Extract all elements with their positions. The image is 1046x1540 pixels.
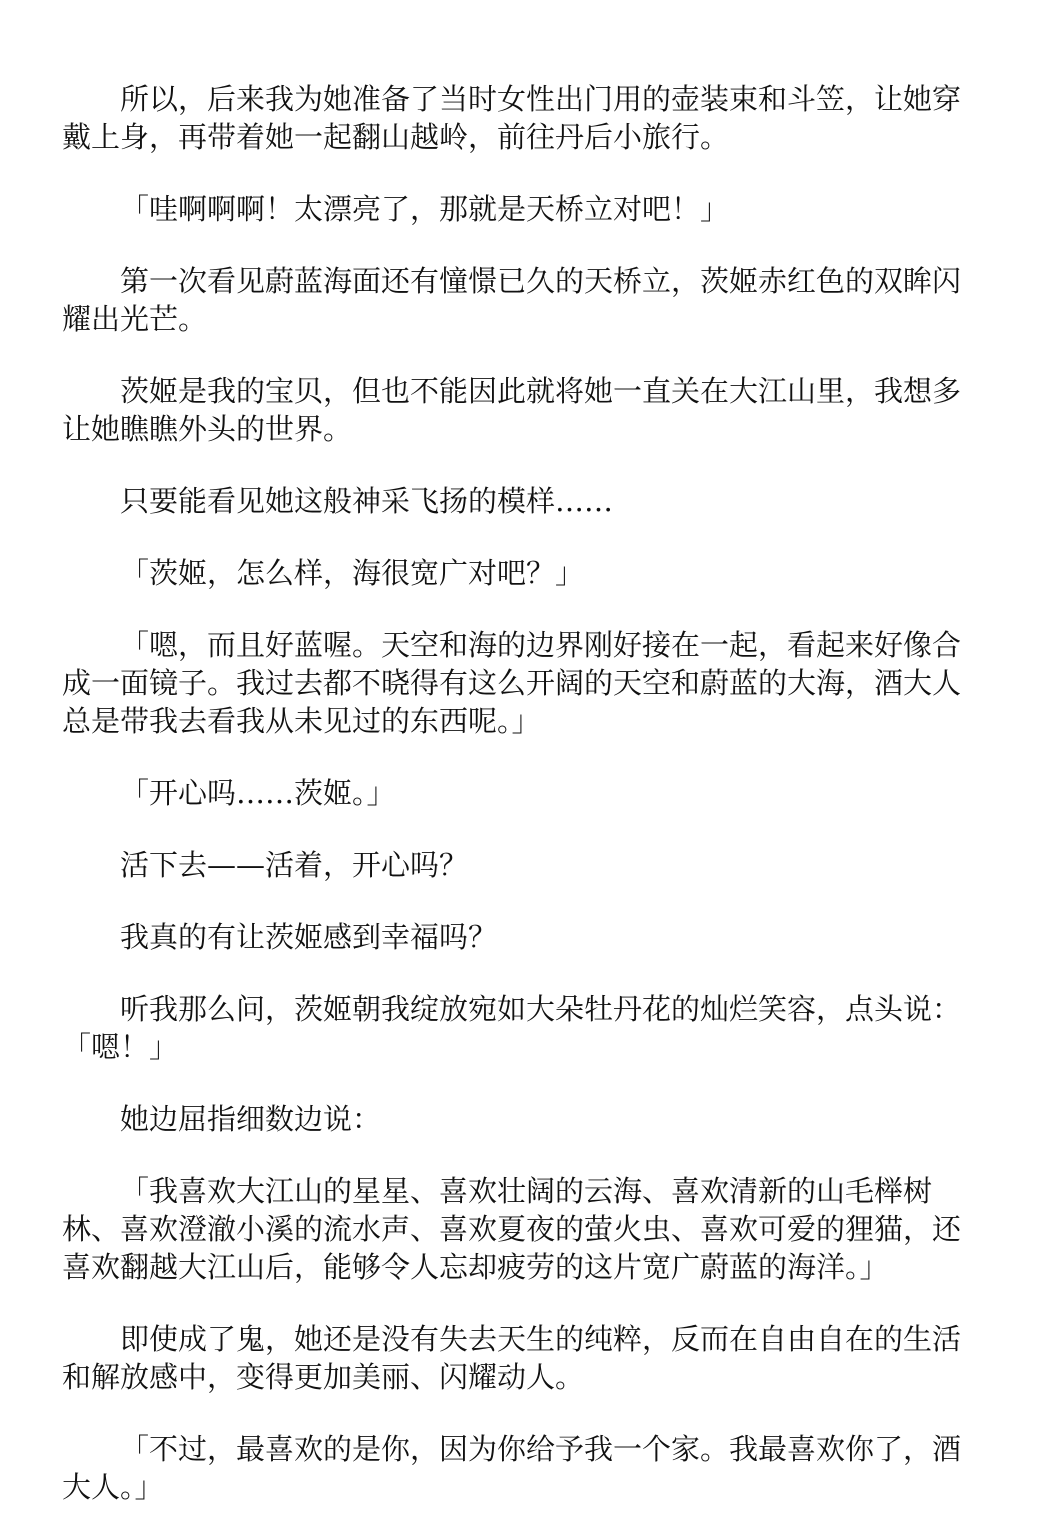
paragraph: 茨姬是我的宝贝，但也不能因此就将她一直关在大江山里，我想多让她瞧瞧外头的世界。 xyxy=(62,374,962,446)
paragraph: 所以，后来我为她准备了当时女性出门用的壶装束和斗笠，让她穿戴上身，再带着她一起翻山越岭，前往丹后小旅行。 xyxy=(62,82,962,154)
paragraph: 「茨姬，怎么样，海很宽广对吧？」 xyxy=(120,556,585,590)
paragraph: 即使成了鬼，她还是没有失去天生的纯粹，反而在自由自在的生活和解放感中，变得更加美丽、闪耀动人。 xyxy=(62,1322,962,1394)
paragraph: 她边屈指细数边说： xyxy=(120,1102,382,1136)
paragraph: 「哇啊啊啊！太漂亮了，那就是天桥立对吧！」 xyxy=(120,192,730,226)
paragraph: 听我那么问，茨姬朝我绽放宛如大朵牡丹花的灿烂笑容，点头说：「嗯！」 xyxy=(62,992,962,1064)
paragraph: 「不过，最喜欢的是你，因为你给予我一个家。我最喜欢你了，酒大人。」 xyxy=(62,1432,962,1504)
paragraph: 第一次看见蔚蓝海面还有憧憬已久的天桥立，茨姬赤红色的双眸闪耀出光芒。 xyxy=(62,264,962,336)
paragraph: 「开心吗……茨姬。」 xyxy=(120,776,396,810)
paragraph: 「嗯，而且好蓝喔。天空和海的边界刚好接在一起，看起来好像合成一面镜子。我过去都不晓得有这么开阔的天空和蔚蓝的大海，酒大人总是带我去看我从未见过的东西呢。」 xyxy=(62,628,962,738)
paragraph: 活下去——活着，开心吗？ xyxy=(120,848,469,882)
paragraph: 只要能看见她这般神采飞扬的模样…… xyxy=(120,484,614,518)
paragraph: 「我喜欢大江山的星星、喜欢壮阔的云海、喜欢清新的山毛榉树林、喜欢澄澈小溪的流水声、喜欢夏夜的萤火虫、喜欢可爱的狸猫，还喜欢翻越大江山后，能够令人忘却疲劳的这片宽广蔚蓝的海洋。」 xyxy=(62,1174,962,1284)
document-page xyxy=(62,80,982,1540)
paragraph: 我真的有让茨姬感到幸福吗？ xyxy=(120,920,498,954)
